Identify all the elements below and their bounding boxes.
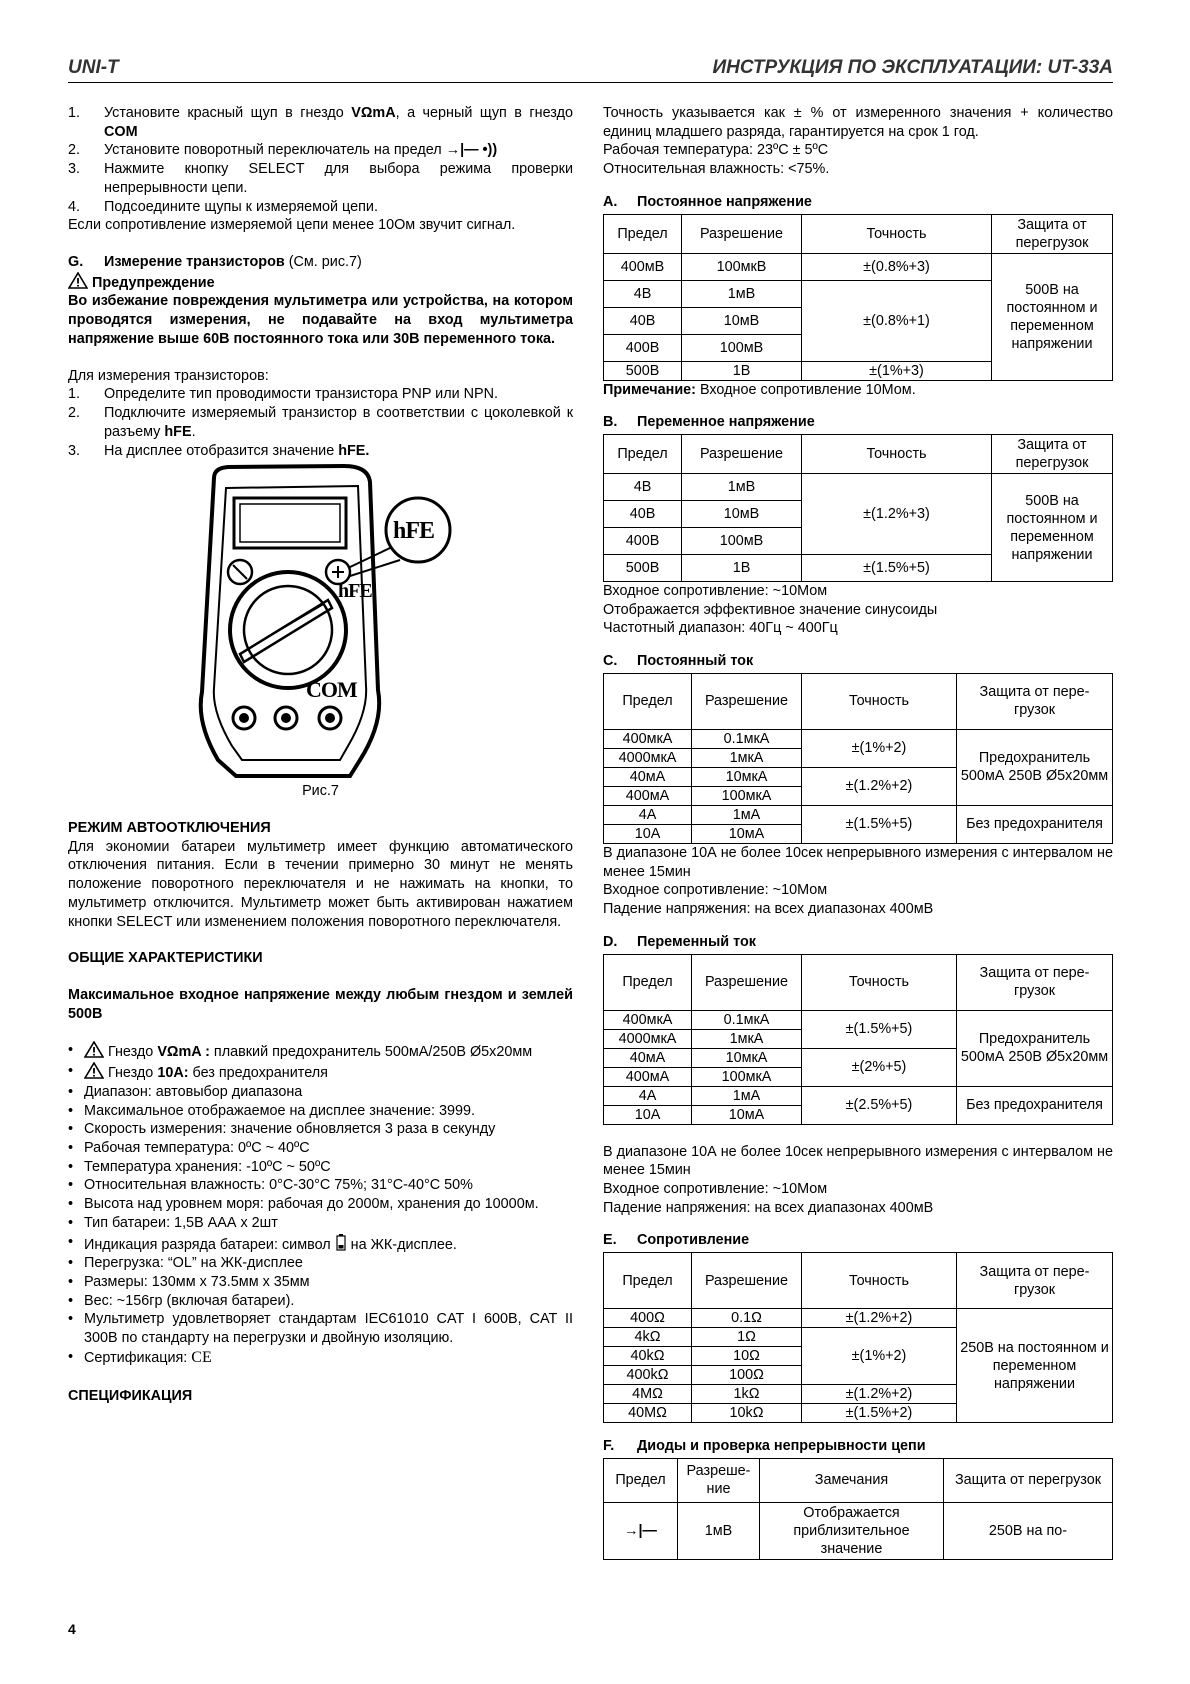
table-row: 400kΩ 100Ω	[604, 1366, 1113, 1385]
page-header	[68, 56, 1113, 83]
working-temperature: Рабочая температура: 23ºC ± 5ºC	[603, 142, 829, 159]
list-item: • Тип батареи: 1,5В ААА х 2шт	[68, 1214, 573, 1233]
section-g-heading: G. Измерение транзисторов (См. рис.7)	[68, 254, 362, 271]
list-item: 3. Нажмите кнопку SELECT для выбора режима проверки непрерывности цепи.	[68, 161, 573, 196]
table-header-row: Предел Разрешение Точность Защита от пере-грузок	[604, 1253, 1113, 1309]
list-item: • Гнездо 10A: без предохранителя	[68, 1062, 573, 1083]
table-b-note: Отображается эффективное значение синусоиды	[603, 601, 938, 618]
table-b-note: Частотный диапазон: 40Гц ~ 400Гц	[603, 620, 838, 637]
list-item: • Диапазон: автовыбор диапазона	[68, 1083, 573, 1102]
table-row: 40мА 10мкА ±(1.2%+2)	[604, 767, 1113, 786]
warning-triangle-icon	[84, 1062, 104, 1079]
page-number: 4	[68, 1621, 76, 1637]
table-d-note: Входное сопротивление: ~10Мом	[603, 1180, 828, 1197]
list-item: • Мультиметр удовлетворяет стандартам IEC61010 CAT I 600В, CAT II 300В по стандарту на перегрузки и двойную изоляцию.	[68, 1310, 573, 1347]
table-header-row: Предел Разрешение Точность Защита от перегрузок	[604, 214, 1113, 253]
table-row: 40MΩ 10kΩ ±(1.5%+2)	[604, 1404, 1113, 1423]
table-row: 400мВ 100мкВ ±(0.8%+3) 500В на постоянном и переменном напряжении	[604, 253, 1113, 280]
table-row: 500В 1В ±(1.5%+5)	[604, 555, 1113, 582]
table-d-title: D. Переменный ток	[603, 933, 756, 950]
list-item: • Максимальное отображаемое на дисплее значение: 3999.	[68, 1102, 573, 1121]
table-row: 400В 100мВ	[604, 528, 1113, 555]
table-row: 40В 10мВ	[604, 307, 1113, 334]
list-item: 1. Установите красный щуп в гнездо VΩmA, а черный щуп в гнездо COM	[68, 105, 573, 140]
warning-triangle-icon	[84, 1041, 104, 1058]
ce-mark-icon: CE	[191, 1348, 212, 1366]
table-row: 400мА 100мкА	[604, 786, 1113, 805]
left-column	[68, 104, 573, 1405]
list-item: 2. Подключите измеряемый транзистор в соответствии с цоколевкой к разъему hFE.	[68, 405, 573, 440]
list-item: • Скорость измерения: значение обновляется 3 раза в секунду	[68, 1120, 573, 1139]
continuity-note: Если сопротивление измеряемой цепи менее 10Ом звучит сигнал.	[68, 217, 516, 234]
table-row: 400В 100мВ	[604, 334, 1113, 361]
table-header-row: Предел Разрешение Точность Защита от пере-грузок	[604, 673, 1113, 729]
dc-voltage-table	[603, 214, 1113, 381]
table-row: 40мА 10мкА ±(2%+5)	[604, 1048, 1113, 1067]
table-row: 40kΩ 10Ω	[604, 1347, 1113, 1366]
table-c-note: Падение напряжения: на всех диапазонах 400мВ	[603, 901, 934, 918]
table-a-title: A. Постоянное напряжение	[603, 193, 812, 210]
table-row: 4В 1мВ ±(1.2%+3) 500В на постоянном и переменном напряжении	[604, 474, 1113, 501]
list-item: • Рабочая температура: 0ºC ~ 40ºC	[68, 1139, 573, 1158]
table-c-title: C. Постоянный ток	[603, 653, 754, 670]
hfe-dial-label: hFE	[338, 580, 372, 603]
table-row: 10А 10мА	[604, 1105, 1113, 1124]
table-d-note: В диапазоне 10А не более 10сек непрерывного измерения с интервалом не менее 15мин	[603, 1143, 1113, 1179]
general-characteristics-list	[68, 1041, 573, 1368]
table-d-note: Падение напряжения: на всех диапазонах 400мВ	[603, 1199, 934, 1216]
table-row: 4А 1мА ±(2.5%+5) Без предохранителя	[604, 1086, 1113, 1105]
com-jack-label: COM	[306, 677, 357, 703]
table-row: 400Ω 0.1Ω ±(1.2%+2) 250В на постоянном и переменном напряжении	[604, 1309, 1113, 1328]
list-item: • Сертификация: CE	[68, 1348, 573, 1369]
general-heading: ОБЩИЕ ХАРАКТЕРИСТИКИ	[68, 950, 263, 967]
warning-heading: Предупреждение	[68, 272, 573, 293]
list-item: • Относительная влажность: 0°C-30°C 75%; 31°C-40°C 50%	[68, 1176, 573, 1195]
diode-symbol-icon: →|—	[624, 1522, 657, 1539]
list-item: 2. Установите поворотный переключатель на предел →|— •))	[68, 142, 498, 159]
list-item: 1. Определите тип проводимости транзистора PNP или NPN.	[68, 386, 499, 403]
ac-voltage-table	[603, 434, 1113, 582]
table-row: 4kΩ 1Ω ±(1%+2)	[604, 1328, 1113, 1347]
warning-triangle-icon	[68, 272, 88, 289]
table-header-row: Предел Разрешение Точность Защита от перегрузок	[604, 435, 1113, 474]
diode-table	[603, 1458, 1113, 1560]
accuracy-intro: Точность указывается как ± % от измеренного значения + количество единиц младшего разряда, гарантируется на срок 1 год.	[603, 105, 1113, 140]
table-row: 40В 10мВ	[604, 501, 1113, 528]
table-row: 10А 10мА	[604, 824, 1113, 843]
table-row: 4В 1мВ ±(0.8%+1)	[604, 280, 1113, 307]
table-header-row: Предел Разреше-ние Замечания Защита от перегрузок	[604, 1458, 1113, 1502]
relative-humidity: Относительная влажность: <75%.	[603, 161, 830, 178]
list-item: • Перегрузка: “OL” на ЖК-дисплее	[68, 1254, 573, 1273]
ac-current-table	[603, 954, 1113, 1125]
list-item: 3. На дисплее отобразится значение hFE.	[68, 442, 370, 459]
table-c-note: Входное сопротивление: ~10Мом	[603, 882, 828, 899]
right-column	[603, 104, 1113, 1560]
list-item: • Высота над уровнем моря: рабочая до 2000м, хранения до 10000м.	[68, 1195, 573, 1214]
list-item: • Температура хранения: -10ºC ~ 50ºC	[68, 1158, 573, 1177]
table-row: 400мА 100мкА	[604, 1067, 1113, 1086]
list-item: • Размеры: 130мм x 73.5мм x 35мм	[68, 1273, 573, 1292]
list-item: • Гнездо VΩmA : плавкий предохранитель 500мА/250В Ø5x20мм	[68, 1041, 573, 1062]
auto-off-text: Для экономии батареи мультиметр имеет функцию автоматического отключения питания. Если в течении примерно 30 минут не менять положение поворотного переключателя и не нажимать на кнопки, то мультиметр отключится. Мультиметр может быть активирован нажатием кнопки SELECT или изменением положения поворотного переключателя.	[68, 838, 573, 930]
table-c-note: В диапазоне 10А не более 10сек непрерывного измерения с интервалом не менее 15мин	[603, 844, 1113, 880]
list-item: • Вес: ~156гр (включая батареи).	[68, 1292, 573, 1311]
list-item: 4. Подсоедините щупы к измеряемой цепи.	[68, 198, 378, 215]
max-voltage-text: Максимальное входное напряжение между любым гнездом и землей 500В	[68, 986, 573, 1022]
table-a-note: Примечание: Входное сопротивление 10Мом.	[603, 381, 916, 398]
table-row: 500В 1В ±(1%+3)	[604, 361, 1113, 380]
hfe-callout-label: hFE	[393, 518, 435, 545]
resistance-table	[603, 1252, 1113, 1423]
table-f-title: F. Диоды и проверка непрерывности цепи	[603, 1438, 926, 1455]
table-b-title: B. Переменное напряжение	[603, 414, 815, 431]
document-title: ИНСТРУКЦИЯ ПО ЭКСПЛУАТАЦИИ: UT-33A	[712, 57, 1113, 78]
dc-current-table	[603, 673, 1113, 844]
table-row: 4000мкА 1мкА	[604, 748, 1113, 767]
auto-off-heading: РЕЖИМ АВТООТКЛЮЧЕНИЯ	[68, 819, 271, 836]
table-row: 400мкА 0.1мкА ±(1.5%+5) Предохранитель 500мА 250В Ø5x20мм	[604, 1010, 1113, 1029]
table-row: 4000мкА 1мкА	[604, 1029, 1113, 1048]
multimeter-figure	[68, 460, 573, 790]
table-header-row: Предел Разрешение Точность Защита от пере-грузок	[604, 954, 1113, 1010]
brand-name: UNI-T	[68, 57, 119, 78]
diode-continuity-symbol: →|— •))	[445, 142, 498, 159]
warning-text: Во избежание повреждения мультиметра или устройства, на котором проводятся измерения, не подавайте на вход мультиметра напряжение выше 60В постоянного тока или 30В переменного тока.	[68, 293, 573, 347]
battery-icon	[335, 1233, 347, 1251]
table-row: 4MΩ 1kΩ ±(1.2%+2)	[604, 1385, 1113, 1404]
table-b-note: Входное сопротивление: ~10Мом	[603, 583, 828, 600]
list-item: • Индикация разряда батареи: символ на ЖК-дисплее.	[68, 1233, 573, 1255]
table-row: 4А 1мА ±(1.5%+5) Без предохранителя	[604, 805, 1113, 824]
specification-heading: СПЕЦИФИКАЦИЯ	[68, 1387, 193, 1404]
transistor-steps	[68, 385, 573, 460]
table-row: →|— 1мВ Отображается приблизительное значение 250В на по-	[604, 1502, 1113, 1559]
multimeter-drawing	[68, 460, 573, 790]
transistor-intro: Для измерения транзисторов:	[68, 367, 269, 384]
table-row: 400мкА 0.1мкА ±(1%+2) Предохранитель 500мА 250В Ø5x20мм	[604, 729, 1113, 748]
table-e-title: E. Сопротивление	[603, 1232, 750, 1249]
continuity-steps	[68, 104, 573, 216]
figure-caption: Рис.7	[302, 783, 339, 800]
